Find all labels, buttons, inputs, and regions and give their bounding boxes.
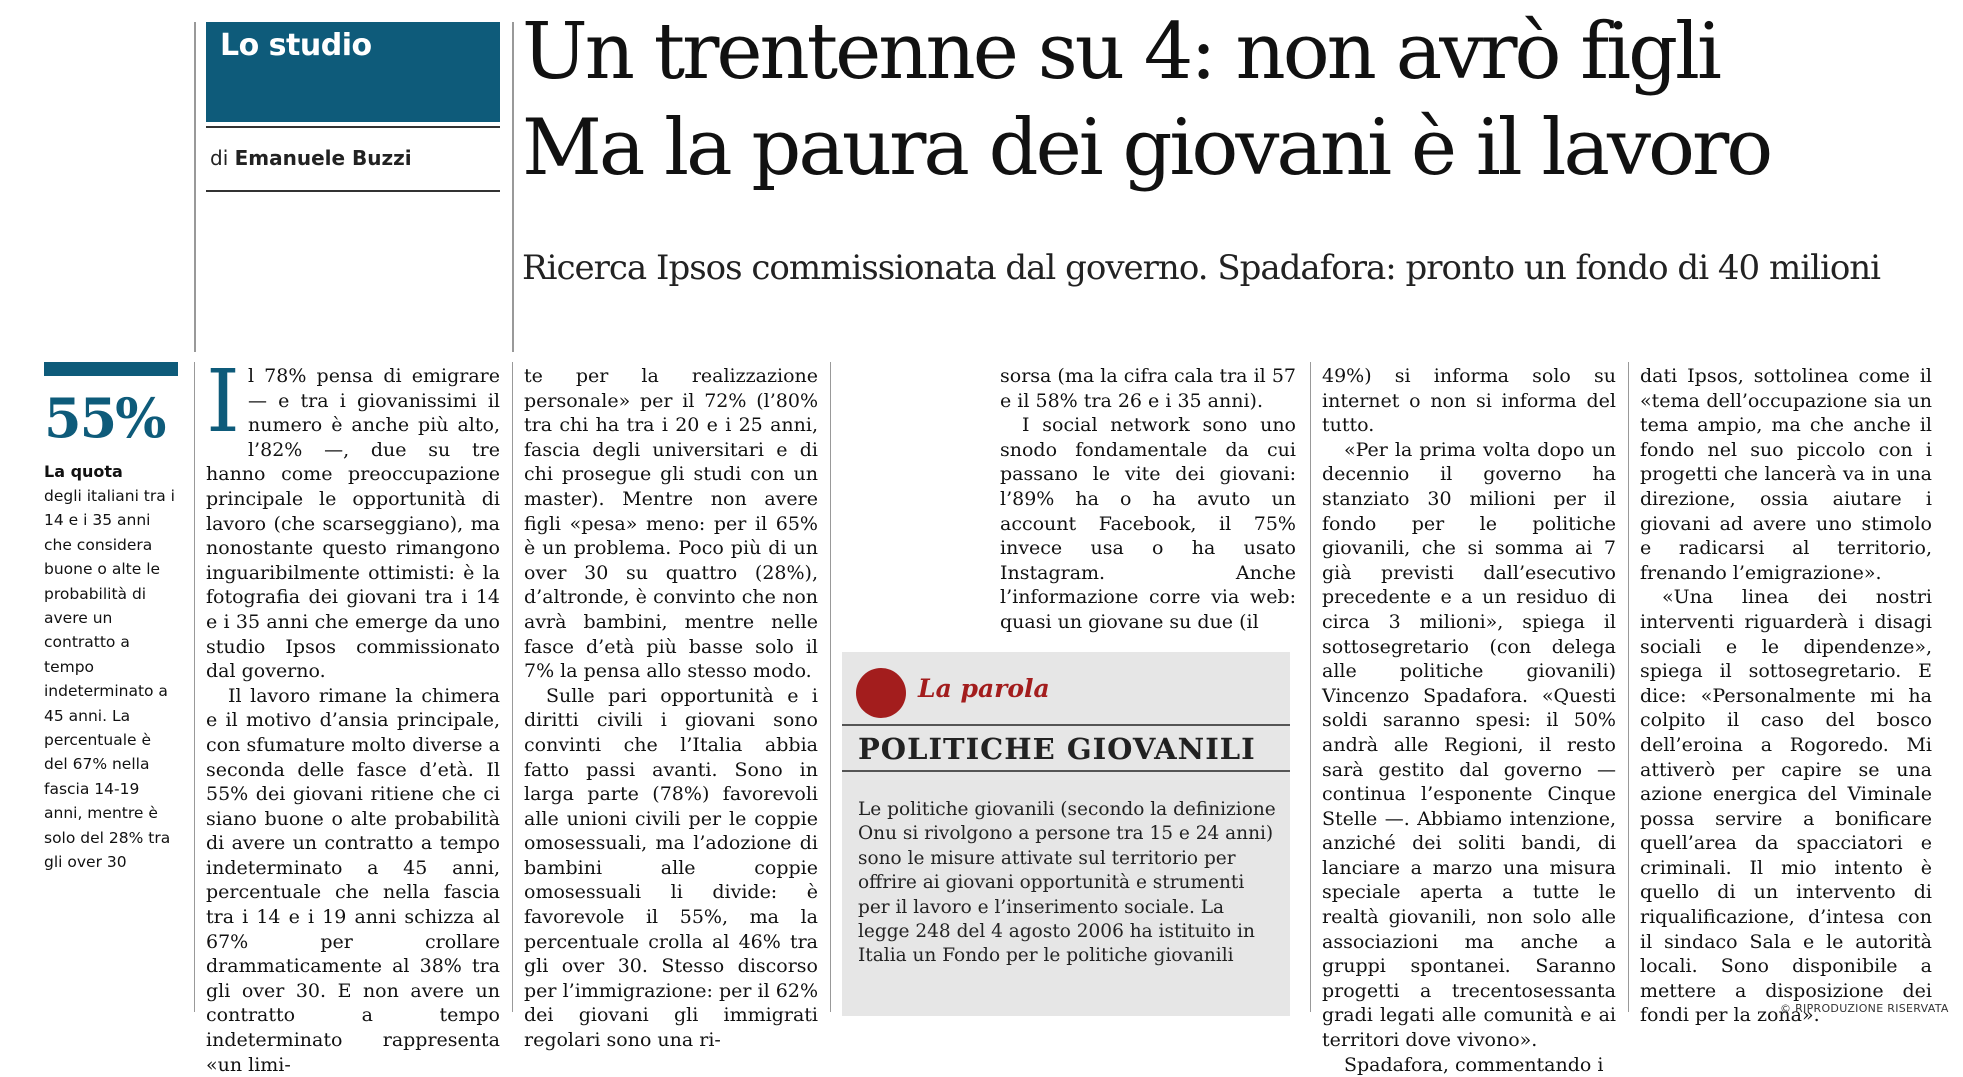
- la-parola-label: La parola: [918, 674, 1050, 703]
- byline: [210, 146, 412, 170]
- byline-rule: [206, 190, 500, 192]
- paragraph: l 78% pensa di emigrare — e tra i giovanissimi il numero è anche più alto, l’82% —, due su tre hanno come preoccupazione principale le opportunità di lavoro (che scarseggiano), ma nonostante questo rimangono inguaribilmente ottimisti: è la fotografia dei giovani tra i 14 e i 35 anni che emerge da uno studio Ipsos commissionato dal governo.: [206, 365, 500, 683]
- stat-accent-bar: [44, 362, 178, 376]
- paragraph: I social network sono uno snodo fondamentale da cui passano le vite dei giovani: l’89% ha o ha avuto un account Facebook, il 75% invece usa o ha usato Instagram. Anche l’informazione corre via web: quasi un giovane su due (il: [1000, 414, 1296, 633]
- article-column-5: [1640, 364, 1932, 1028]
- copyright-notice: © RIPRODUZIONE RISERVATA: [1780, 1002, 1949, 1015]
- paragraph: Sulle pari opportunità e i diritti civili i giovani sono convinti che l’Italia abbia fatto passi avanti. Sono in larga parte (78%) favorevoli alle unioni civili per le coppie omosessuali, ma l’adozione di bambini alle coppie omosessuali li divide: è favorevole il 55%, ma la percentuale crolla al 46% tra gli over 30. Stesso discorso per l’immigrazione: per il 62% dei giovani gli immigrati regolari sono una ri-: [524, 684, 818, 1052]
- column-rule: [1310, 362, 1311, 1012]
- kicker-label: Lo studio: [220, 28, 372, 63]
- stat-value: 55%: [44, 386, 165, 450]
- subheadline: Ricerca Ipsos commissionata dal governo. Spadafora: pronto un fondo di 40 milioni: [522, 248, 1881, 288]
- paragraph: «Per la prima volta dopo un decennio il governo ha stanziato 30 milioni per il fondo per le politiche giovanili, che si somma ai 7 già previsti dall’esecutivo precedente e a un residuo di circa 3 milioni», spiega il sottosegretario (con delega alle politiche giovanili) Vincenzo Spadafora. «Questi soldi saranno spesi: il 50% andrà alle Regioni, il resto sarà gestito dal governo — continua l’esponente Cinque Stelle —. Abbiamo intenzione, anziché dei soliti bandi, di lanciare a marzo una misura speciale aperta a tutte le realtà giovanili, non solo alle associazioni ma anche a gruppi spontanei. Saranno progetti a trecentosessanta gradi legati alle comunità e ai territori dove vivono».: [1322, 438, 1616, 1052]
- la-parola-text: Le politiche giovanili (secondo la definizione Onu si rivolgono a persone tra 15 e 24 anni) sono le misure attivate sul territorio per offrire ai giovani opportunità e strumenti per il lavoro e l’inserimento sociale. La legge 248 del 4 agosto 2006 ha istituito in Italia un Fondo per le politiche giovanili: [858, 799, 1276, 967]
- paragraph: Il lavoro rimane la chimera e il motivo d’ansia principale, con sfumature molto diverse a seconda delle fasce d’età. Il 55% dei giovani ritiene che ci siano buone o alte probabilità di avere un contratto a tempo indeterminato a 45 anni, percentuale che nella fascia tra i 14 e i 19 anni schizza al 67% per crollare drammaticamente al 38% tra gli over 30. E non avere un contratto a tempo indeterminato rappresenta «un limi-: [206, 684, 500, 1076]
- column-rule: [512, 362, 513, 1012]
- stat-text: degli italiani tra i 14 e i 35 anni che considera buone o alte le probabilità di avere un contratto a tempo indeterminato a 45 anni. La percentuale è del 67% nella fascia 14-19 anni, mentre è solo del 28% tra gli over 30: [44, 487, 175, 872]
- paragraph: «Una linea dei nostri interventi riguarderà i disagi sociali e le dipendenze», spiega il sottosegretario. E dice: «Personalmente mi ha colpito il caso del bosco dell’eroina a Rogoredo. Mi attiverò per capire se una azione energica del Viminale possa servire a bonificare quell’area da spacciatori e criminali. Il mio intento è quello di un intervento di riqualificazione, d’intesa con il sindaco Sala e le autorità locali. Sono disponibile a mettere a disposizione dei fondi per la zona».: [1640, 586, 1932, 1027]
- la-parola-term: POLITICHE GIOVANILI: [858, 732, 1256, 766]
- la-parola-rule-2: [842, 770, 1290, 772]
- paragraph: dati Ipsos, sottolinea come il «tema dell’occupazione sia un tema ampio, ma che anche il fondo nel suo piccolo con i progetti che lancerà va in una direzione, ossia aiutare i giovani ad avere uno stimolo e radicarsi al territorio, frenando l’emigrazione».: [1640, 365, 1932, 584]
- headline-line-2: Ma la paura dei giovani è il lavoro: [522, 103, 1771, 193]
- header-vertical-rule-2: [512, 22, 514, 352]
- kicker-rule: [206, 126, 500, 128]
- article-column-4: [1322, 364, 1616, 1077]
- article-column-1: [206, 352, 500, 1077]
- headline: [522, 4, 1952, 196]
- la-parola-rule: [842, 724, 1290, 726]
- paragraph: Spadafora, commentando i: [1344, 1053, 1604, 1076]
- paragraph: te per la realizzazione personale» per il 72% (l’80% tra chi ha tra i 20 e i 25 anni, fascia degli universitari e di chi prosegue gli studi con un master). Mentre non avere figli «pesa» meno: per il 65% è un problema. Poco più di un over 30 su quattro (28%), d’altronde, è convinto che non avrà bambini, mentre nelle fasce d’età più basse solo il 7% la pensa allo stesso modo.: [524, 365, 818, 683]
- article-column-2: [524, 364, 818, 1053]
- kicker-box: [206, 22, 500, 122]
- paragraph: sorsa (ma la cifra cala tra il 57 e il 58% tra 26 e i 35 anni).: [1000, 365, 1296, 412]
- column-rule: [1628, 362, 1629, 1012]
- article-column-3: [1000, 364, 1296, 635]
- paragraph: 49%) si informa solo su internet o non si informa del tutto.: [1322, 365, 1616, 437]
- red-dot-icon: [856, 668, 906, 718]
- dropcap: I: [206, 352, 240, 452]
- column-rule: [194, 362, 195, 1012]
- header-vertical-rule: [194, 22, 196, 352]
- byline-author: Emanuele Buzzi: [234, 146, 412, 170]
- stat-title: La quota: [44, 462, 123, 481]
- column-rule: [830, 362, 831, 1012]
- headline-line-1: Un trentenne su 4: non avrò figli: [522, 7, 1719, 97]
- byline-prefix: di: [210, 146, 229, 170]
